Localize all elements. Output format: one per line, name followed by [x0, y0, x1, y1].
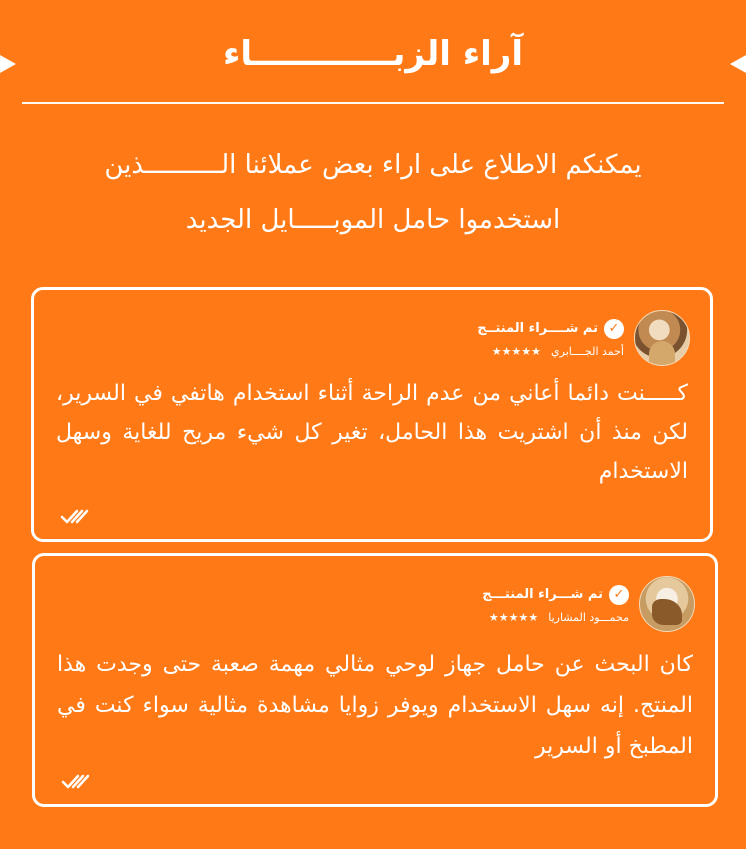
subtitle-line-2: استخدموا حامل الموبـــــايل الجديد [185, 205, 561, 235]
reviewer-name: أحمد الجــــابري [551, 344, 624, 358]
reviewer-name: محمـــود المشاريا [548, 610, 629, 624]
review-text: كان البحث عن حامل جهاز لوحي مثالي مهمة صعبة حتى وجدت هذا المنتج. إنه سهل الاستخدام ويوفر زوايا مشاهدة مثالية سواء كنت في المطبخ أو السرير [57, 652, 693, 759]
reviewer-header [477, 308, 690, 368]
double-check-icon [61, 772, 93, 790]
subtitle-line-1: يمكنكم الاطلاع على اراء بعض عملائنا الــــــــــذين [104, 150, 642, 180]
avatar [639, 576, 695, 632]
avatar [634, 310, 690, 366]
section-subtitle [30, 138, 716, 248]
reviewer-header [482, 574, 695, 634]
double-check-icon [60, 507, 92, 525]
check-circle-icon: ✓ [604, 319, 624, 339]
verified-purchase [477, 319, 624, 339]
review-card [31, 287, 713, 542]
review-text: كـــــنت دائما أعاني من عدم الراحة أثناء استخدام هاتفي في السرير، لكن منذ أن اشتريت هذا الحامل، تغير كل شيء مريح للغاية وسهل الاستخدام [56, 381, 688, 484]
star-rating: ★★★★★ [488, 610, 539, 624]
section-header [0, 22, 746, 104]
purchase-label: تم شـــراء المنتـــج [482, 587, 603, 602]
verified-purchase [482, 585, 629, 605]
reviewer-name-row [482, 611, 629, 624]
reviewer-info [482, 585, 629, 624]
page-title: آراء الزبــــــــــــاء [222, 34, 524, 74]
reviewer-info [477, 319, 624, 358]
star-rating: ★★★★★ [491, 344, 542, 358]
review-card [32, 553, 718, 807]
header-divider [22, 102, 724, 104]
reviewer-name-row [477, 345, 624, 358]
check-circle-icon: ✓ [609, 585, 629, 605]
purchase-label: تم شــــراء المنتــج [477, 321, 598, 336]
